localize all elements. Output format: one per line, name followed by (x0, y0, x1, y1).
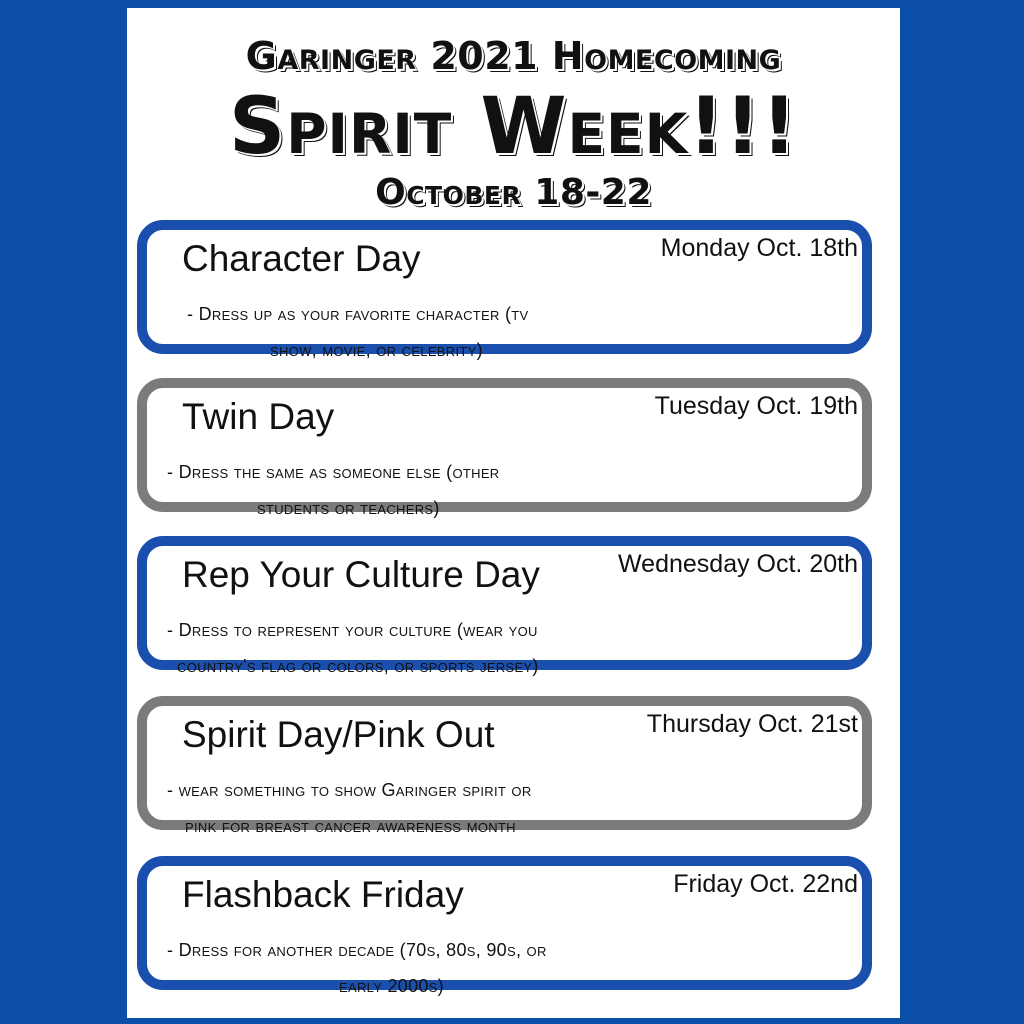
day-description-line-1: - Dress for another decade (70s, 80s, 90s, or (167, 940, 547, 960)
day-description (187, 296, 529, 368)
day-title: Rep Your Culture Day (182, 554, 540, 595)
day-description (167, 612, 539, 684)
day-description-line-2: early 2000s) (339, 976, 444, 996)
day-date: Friday Oct. 22nd (673, 870, 858, 898)
day-card-monday (137, 220, 872, 360)
day-description-line-2: pink for breast cancer awareness month (185, 816, 516, 836)
day-date: Wednesday Oct. 20th (618, 550, 858, 578)
day-description-line-2: show, movie, or celebrity) (270, 340, 483, 360)
poster-title-main: Spirit Week!!! (229, 82, 798, 172)
day-card-tuesday (137, 378, 872, 518)
day-description-line-1: - Dress to represent your culture (wear you (167, 620, 538, 640)
day-title: Twin Day (182, 396, 335, 437)
day-description-line-1: - Dress the same as someone else (other (167, 462, 500, 482)
day-title: Flashback Friday (182, 874, 464, 915)
day-description-line-1: - wear something to show Garinger spirit or (167, 780, 532, 800)
day-date: Tuesday Oct. 19th (654, 392, 858, 420)
day-date: Thursday Oct. 21st (646, 710, 858, 738)
day-description (167, 932, 547, 1004)
day-card-thursday (137, 696, 872, 836)
day-date: Monday Oct. 18th (660, 234, 858, 262)
poster-date-range: October 18-22 (375, 172, 652, 213)
spirit-week-poster (127, 8, 900, 1018)
day-card-friday (137, 856, 872, 996)
day-title: Spirit Day/Pink Out (182, 714, 495, 755)
day-card-wednesday (137, 536, 872, 676)
day-description-line-1: - Dress up as your favorite character (tv (187, 304, 529, 324)
poster-title-line-1: Garinger 2021 Homecoming (245, 34, 782, 78)
day-description (167, 454, 499, 526)
day-description-line-2: students or teachers) (257, 498, 440, 518)
day-description-line-2: country's flag or colors, or sports jersey) (177, 656, 539, 676)
day-description (167, 772, 532, 844)
day-title: Character Day (182, 238, 421, 279)
